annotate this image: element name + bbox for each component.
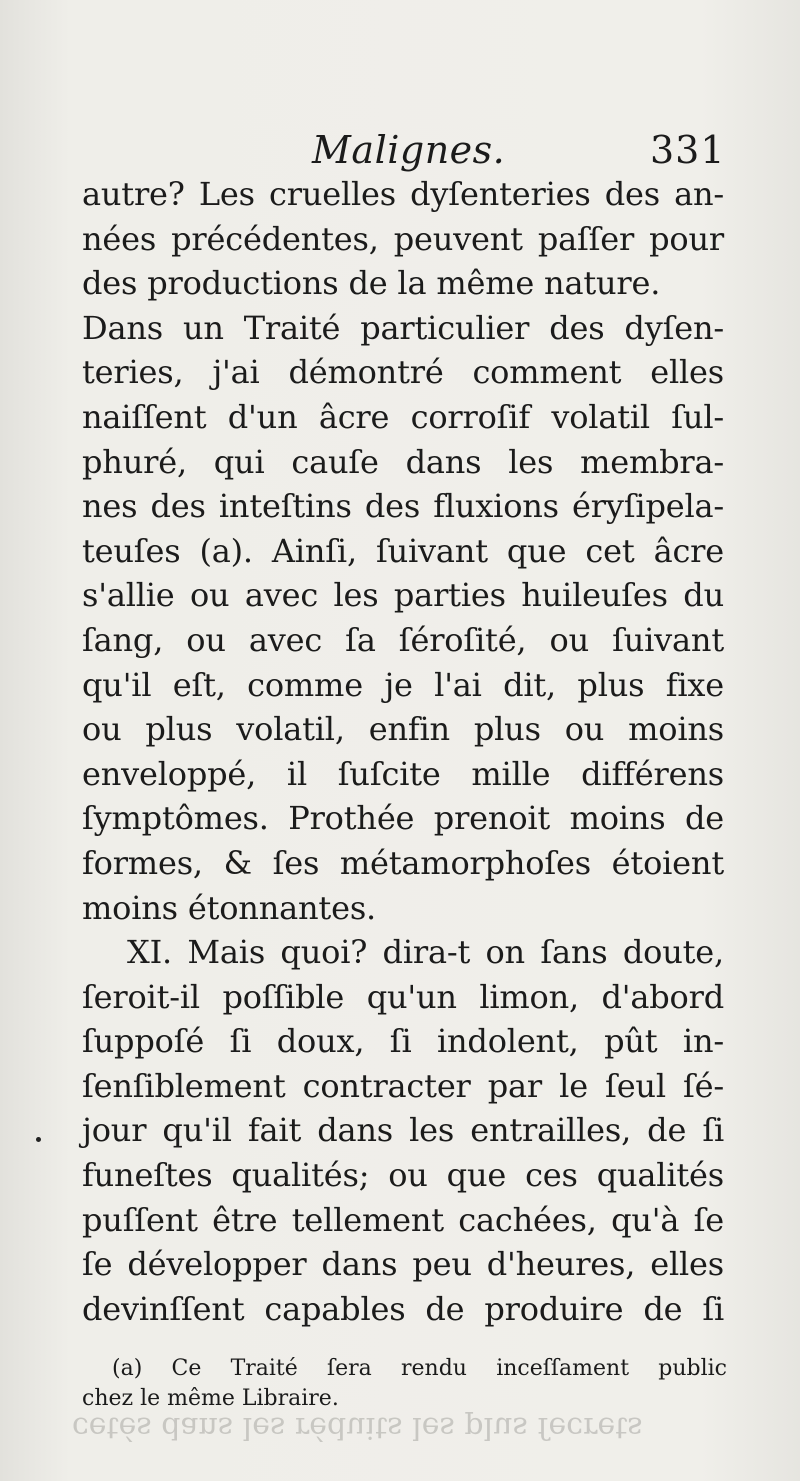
text-line: enveloppé, il ſuſcite mille différens — [82, 754, 724, 793]
show-through-text: cetés dans les réduits les plus ſecrets — [72, 1410, 643, 1445]
footnote — [82, 1354, 727, 1414]
text-line: nées précédentes, peuvent paſſer pour — [82, 219, 724, 258]
text-line: teuſes (a). Ainſi, ſuivant que cet âcre — [82, 531, 724, 570]
text-line: ſang, ou avec ſa ſéroſité, ou ſuivant — [82, 620, 724, 659]
text-line: ou plus volatil, enfin plus ou moins — [82, 710, 724, 749]
text-line: ſeroit-il poſſible qu'un limon, d'abord — [82, 977, 724, 1016]
text-line: jour qu'il fait dans les entrailles, de ſi — [82, 1111, 724, 1150]
footnote-line: chez le même Libraire. — [82, 1386, 339, 1411]
text-line: s'allie ou avec les parties huileuſes du — [82, 576, 724, 615]
text-line: ſenſiblement contracter par le ſeul ſé- — [82, 1066, 724, 1105]
page-header — [0, 128, 800, 178]
ink-speck — [36, 1137, 41, 1142]
text-line: autre? Les cruelles dyſenteries des an- — [82, 175, 724, 213]
text-line: phuré, qui cauſe dans les membra- — [82, 442, 724, 481]
text-line: naiſſent d'un âcre corroſif volatil ſul- — [82, 397, 724, 436]
running-head: Malignes. — [312, 128, 506, 172]
text-line: puſſent être tellement cachées, qu'à ſe — [82, 1200, 724, 1239]
text-line: devinſſent capables de produire de ſi — [82, 1289, 724, 1328]
text-line: formes, & ſes métamorphoſes étoient — [82, 843, 724, 882]
text-line: ſe développer dans peu d'heures, elles — [82, 1245, 724, 1284]
text-line: Dans un Traité particulier des dyſen- — [82, 308, 724, 347]
text-line: nes des inteſtins des fluxions éryſipela- — [82, 487, 724, 526]
text-line: teries, j'ai démontré comment elles — [82, 353, 724, 392]
footnote-line: (a) Ce Traité ſera rendu inceſſament public — [112, 1356, 727, 1381]
body-text — [82, 172, 724, 1331]
text-line: funeſtes qualités; ou que ces qualités — [82, 1156, 724, 1195]
text-line: des productions de la même nature. — [82, 264, 661, 303]
text-line: ſymptômes. Prothée prenoit moins de — [82, 799, 724, 838]
text-line: moins étonnantes. — [82, 888, 377, 927]
text-line: qu'il eſt, comme je l'ai dit, plus fixe — [82, 665, 724, 704]
page-number: 331 — [650, 128, 726, 172]
paragraph-start-line: XI. Mais quoi? dira-t on ſans doute, — [127, 933, 724, 972]
text-line: ſuppoſé ſi doux, ſi indolent, pût in- — [82, 1022, 724, 1061]
